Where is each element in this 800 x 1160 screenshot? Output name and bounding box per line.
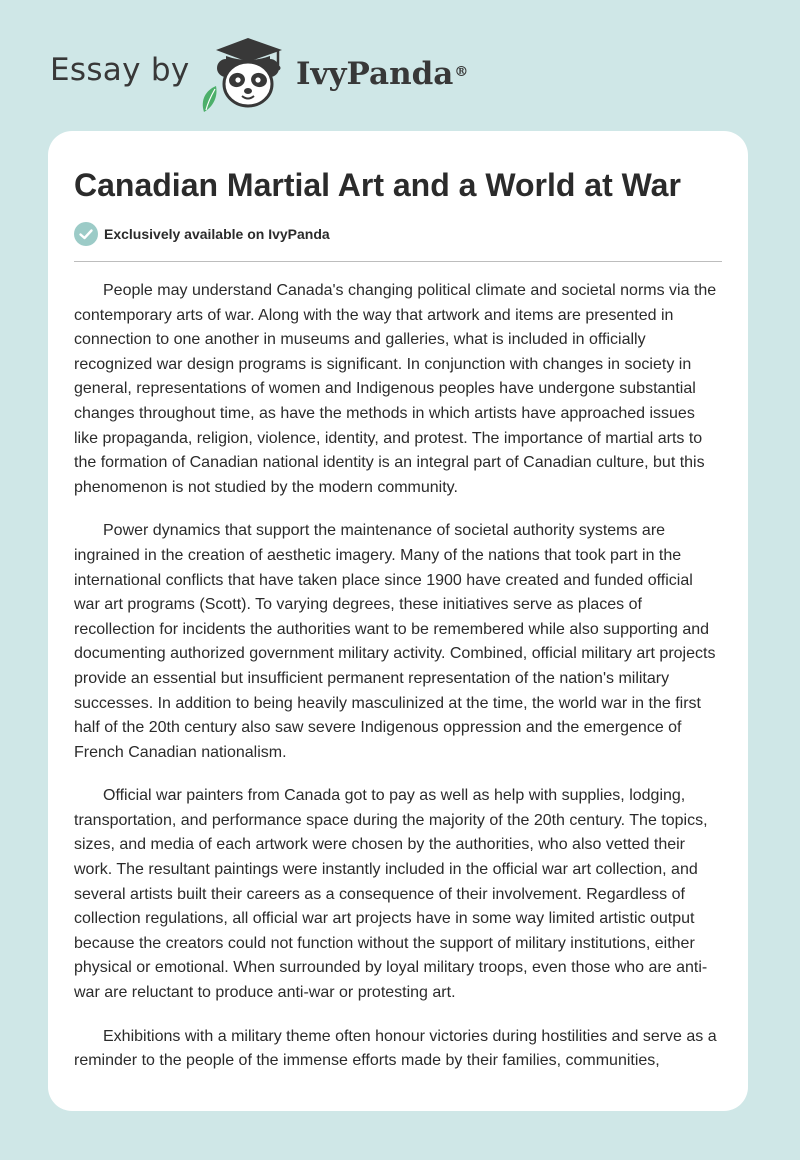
brand-name[interactable] — [296, 54, 468, 94]
article-card — [48, 131, 748, 1111]
check-badge-icon — [74, 222, 98, 246]
panda-graduation-cap-icon[interactable] — [198, 34, 298, 114]
article-title: Canadian Martial Art and a World at War — [74, 167, 681, 203]
exclusive-notice — [74, 222, 330, 246]
body-paragraph: Official war painters from Canada got to pay as well as help with supplies, lodging, transportation, and performance space during the majority of the 20th century. The topics, sizes, and media of each artwork were chosen by the authorities, who also vetted their work. The resultant paintings were instantly included in the official war art collection, and several artists built their careers as a consequence of their involvement. Regardless of collection regulations, all official war art projects have in some way limited artistic output because the creators could not function without the support of military institutions, either physical or emotional. When surrounded by loyal military troops, even those who are anti-war are reluctant to produce anti-war or protesting art. — [74, 787, 708, 1002]
panda-logo-svg — [198, 34, 298, 114]
registered-mark: ® — [454, 64, 469, 80]
body-paragraph: Power dynamics that support the maintenance of societal authority systems are ingrained in the creation of aesthetic imagery. Many of the nations that took part in the international conflicts that have taken place since 1900 have created and funded official war art programs (Scott). To varying degrees, these initiatives serve as places of recollection for incidents the authorities want to be remembered while also supporting and documenting authorized government military activity. Combined, official military art projects provide an essential but insufficient permanent representation of the nation's military successes. In addition to being heavily masculinized at the time, the world war in the first half of the 20th century also saw severe Indigenous oppression and the emergence of French Canadian nationalism. — [74, 522, 716, 761]
essay-by-label: Essay by — [50, 52, 190, 88]
brand-name-text: IvyPanda — [296, 56, 454, 92]
body-paragraph: Exhibitions with a military theme often honour victories during hostilities and serve as a reminder to the people of the immense efforts made by their families, communities, — [74, 1027, 717, 1070]
check-mark-svg — [74, 222, 98, 246]
article-body — [74, 279, 722, 1093]
site-header — [0, 0, 800, 130]
body-paragraph: People may understand Canada's changing political climate and societal norms via the contemporary arts of war. Along with the way that artwork and items are presented in connection to one another in museums and galleries, what is included in officially recognized war design programs is significant. In conjunction with changes in society in general, representations of women and Indigenous peoples have undergone substantial changes throughout time, as have the methods in which artists have approached issues like propaganda, religion, violence, identity, and protest. The importance of martial arts to the formation of Canadian national identity is an integral part of Canadian culture, but this phenomenon is not studied by the modern community. — [74, 282, 717, 496]
exclusive-label: Exclusively available on IvyPanda — [104, 226, 330, 242]
title-divider — [74, 261, 722, 262]
